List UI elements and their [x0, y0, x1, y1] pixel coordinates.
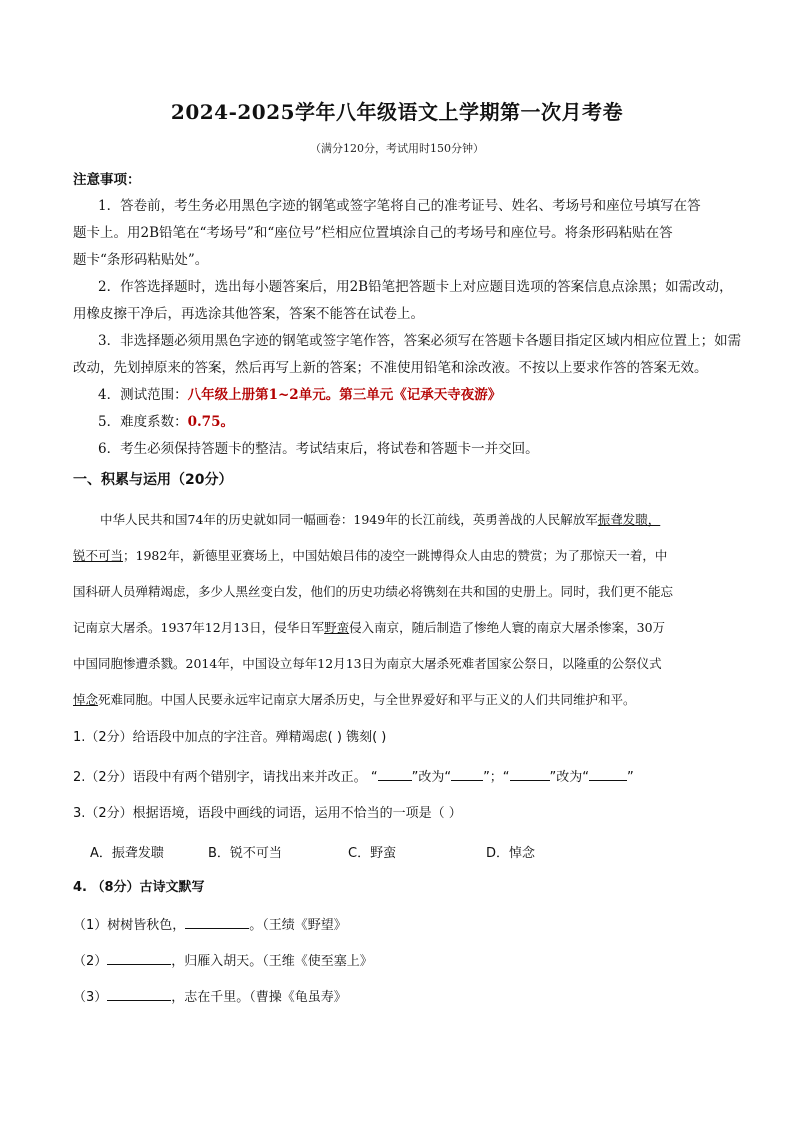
quote-mark: ”	[627, 770, 634, 785]
option-a[interactable]: A．振聋发聩	[90, 846, 164, 861]
note-1-line-1: 1．答卷前，考生务必用黑色字迹的钢笔或签字笔将自己的准考证号、姓名、考场号和座位号填写在答	[98, 198, 701, 214]
answer-blank[interactable]	[185, 914, 249, 929]
passage-text: 侵入南京，随后制造了惨绝人寰的南京大屠杀惨案，30万	[349, 620, 666, 635]
quote-mark: “	[370, 770, 378, 785]
note-4-label: 4．测试范围：	[98, 387, 188, 403]
note-5-label: 5．难度系数：	[98, 414, 188, 430]
section-heading: 一、积累与运用（20分）	[73, 472, 233, 488]
answer-blank[interactable]	[451, 766, 483, 781]
question-1: 1.（2分）给语段中加点的字注音。殚精竭虑( ) 镌刻( )	[73, 730, 387, 745]
answer-blank[interactable]	[107, 986, 171, 1001]
poem-line: （3）	[73, 990, 108, 1005]
question-3: 3.（2分）根据语境，语段中画线的词语，运用不恰当的一项是（ ）	[73, 806, 462, 821]
note-2-line-1: 2．作答选择题时，选出每小题答案后，用2B铅笔把答题卡上对应题目选项的答案信息点涂黑；如需改动，	[98, 279, 733, 295]
note-3-line-1: 3．非选择题必须用黑色字迹的钢笔或签字笔作答，答案必须写在答题卡各题目指定区域内相应位置上；如需	[98, 333, 742, 349]
passage-text: 死难同胞。中国人民要永远牢记南京大屠杀历史，与全世界爱好和平与正义的人们共同维护和平。	[98, 692, 636, 707]
note-6: 6．考生必须保持答题卡的整洁。考试结束后，将试卷和答题卡一并交回。	[98, 441, 539, 457]
note-5	[98, 412, 748, 432]
answer-blank[interactable]	[378, 766, 412, 781]
poem-line: （2）	[73, 954, 108, 969]
question-2-text: 2.（2分）语段中有两个错别字，请找出来并改正。	[73, 770, 367, 785]
quote-mark: ”改为“	[549, 770, 590, 785]
passage-line-3: 国科研人员殚精竭虑，多少人黑丝变白发，他们的历史功绩必将镌刻在共和国的史册上。同时，我们更不能忘	[73, 584, 674, 599]
underlined-term: 悼念	[73, 692, 99, 707]
poem-line: （1）树树皆秋色，	[73, 918, 186, 933]
question-4-1	[73, 914, 347, 936]
passage-text: 中华人民共和国74年的历史就如同一幅画卷：1949年的长江前线，英勇善战的人民解放军	[100, 512, 598, 527]
question-2	[73, 766, 634, 788]
page-subtitle: （满分120分，考试用时150分钟）	[310, 142, 484, 155]
passage-line-1	[100, 510, 750, 530]
underlined-term: 锐不可当	[73, 548, 124, 563]
note-1-line-2: 题卡上。用2B铅笔在“考场号”和“座位号”栏相应位置填涂自己的考场号和座位号。将条形码粘贴在答	[73, 225, 673, 241]
question-4: 4. （8分）古诗文默写	[73, 880, 205, 895]
passage-text: ；1982年，新德里亚赛场上，中国姑娘吕伟的凌空一跳博得众人由忠的赞赏；为了那惊天一着，中	[123, 548, 668, 563]
underlined-term: 振聋发聩，	[597, 512, 661, 527]
question-4-2	[73, 950, 373, 972]
answer-blank[interactable]	[510, 766, 550, 781]
notes-heading: 注意事项：	[73, 172, 141, 188]
passage-text: 记南京大屠杀。1937年12月13日，侵华日军	[73, 620, 325, 635]
poem-source: ，志在千里。（曹操《龟虽寿》	[171, 990, 347, 1005]
quote-mark: ”；“	[483, 770, 510, 785]
passage-line-2	[73, 546, 723, 566]
note-2-line-2: 用橡皮擦干净后，再选涂其他答案，答案不能答在试卷上。	[73, 306, 424, 322]
page-title: 2024-2025学年八年级语文上学期第一次月考卷	[170, 100, 624, 124]
answer-blank[interactable]	[589, 766, 627, 781]
option-c[interactable]: C．野蛮	[348, 846, 397, 861]
question-4-3	[73, 986, 347, 1008]
answer-blank[interactable]	[107, 950, 171, 965]
note-1-line-3: 题卡“条形码粘贴处”。	[73, 252, 209, 268]
note-3-line-2: 改动，先划掉原来的答案，然后再写上新的答案；不准使用铅笔和涂改液。不按以上要求作答的答案无效。	[73, 360, 708, 376]
difficulty-value: 0.75。	[187, 414, 234, 430]
poem-source: ，归雁入胡天。（王维《使至塞上》	[171, 954, 373, 969]
passage-line-6	[73, 690, 723, 710]
test-scope: 八年级上册第1~2单元。第三单元《记承天寺夜游》	[187, 387, 502, 403]
quote-mark: ”改为“	[411, 770, 452, 785]
option-b[interactable]: B．锐不可当	[208, 846, 282, 861]
underlined-term: 野蛮	[324, 620, 350, 635]
poem-source: 。（王绩《野望》	[249, 918, 347, 933]
passage-line-5: 中国同胞惨遭杀戮。2014年，中国设立每年12月13日为南京大屠杀死难者国家公祭日，以隆重的公祭仪式	[73, 656, 662, 671]
passage-line-4	[73, 618, 723, 638]
option-d[interactable]: D．悼念	[486, 846, 536, 861]
note-4	[98, 385, 748, 405]
